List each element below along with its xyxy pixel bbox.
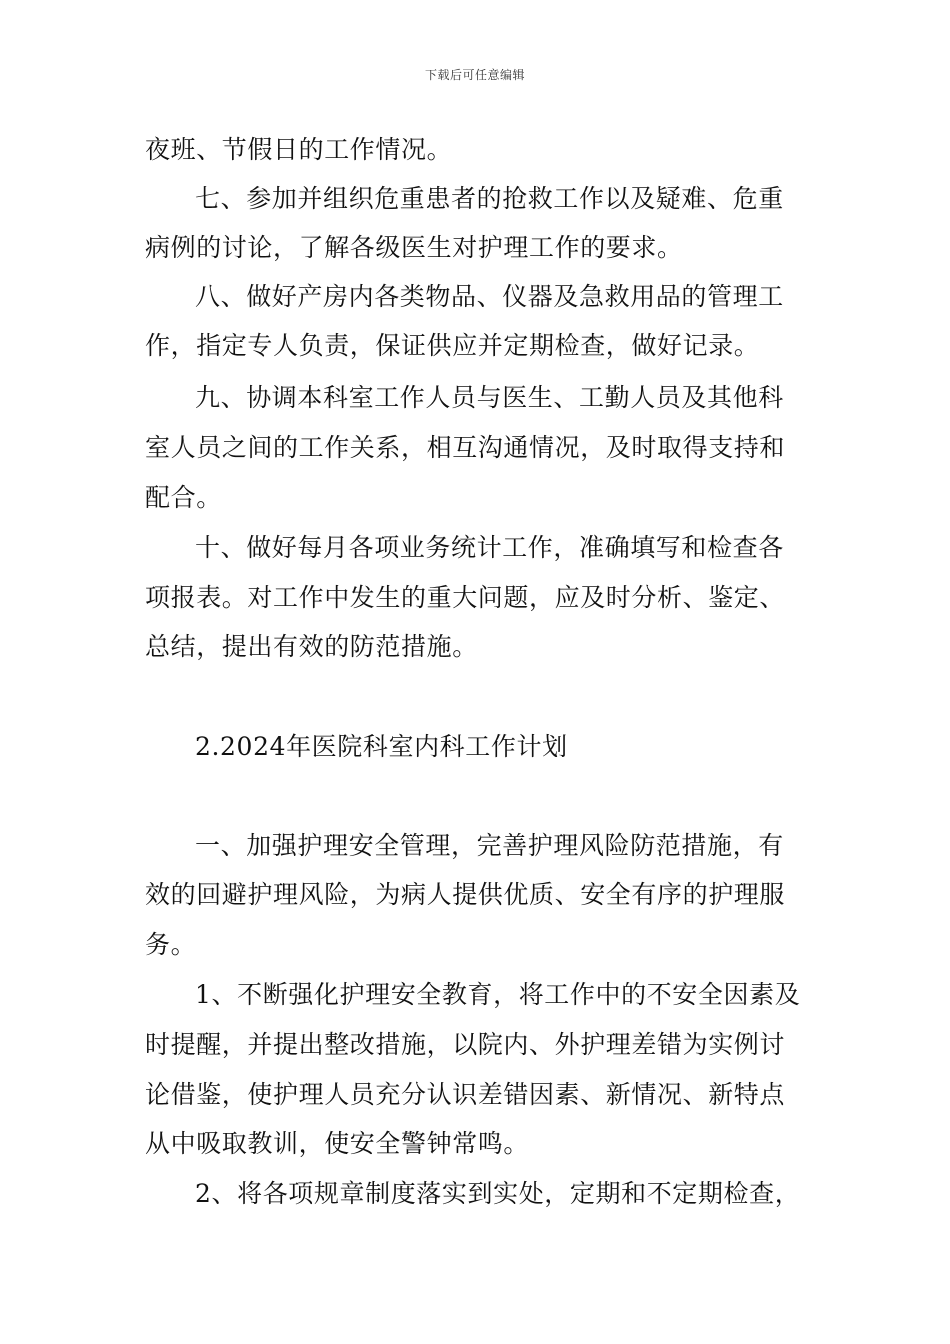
text-line: 从中吸取教训，使安全警钟常鸣。: [145, 1129, 530, 1158]
text-line: 2、将各项规章制度落实到实处，定期和不定期检查，: [195, 1179, 801, 1208]
text-line: 室人员之间的工作关系，相互沟通情况，及时取得支持和: [145, 433, 786, 462]
text-line: 九、协调本科室工作人员与医生、工勤人员及其他科: [195, 383, 784, 412]
text-line: 总结，提出有效的防范措施。: [145, 632, 478, 661]
section-heading: 2.2024年医院科室内科工作计划: [195, 732, 568, 761]
text-line: 作，指定专人负责，保证供应并定期检查，做好记录。: [145, 331, 760, 360]
text-line: 项报表。对工作中发生的重大问题，应及时分析、鉴定、: [145, 583, 786, 612]
text-line: 时提醒，并提出整改措施，以院内、外护理差错为实例讨: [145, 1030, 786, 1059]
text-line: 效的回避护理风险，为病人提供优质、安全有序的护理服: [145, 880, 786, 909]
text-line: 1、不断强化护理安全教育，将工作中的不安全因素及: [195, 980, 801, 1009]
text-line: 论借鉴，使护理人员充分认识差错因素、新情况、新特点: [145, 1080, 786, 1109]
text-line: 夜班、节假日的工作情况。: [145, 135, 453, 164]
text-line: 八、做好产房内各类物品、仪器及急救用品的管理工: [195, 282, 784, 311]
text-line: 十、做好每月各项业务统计工作，准确填写和检查各: [195, 533, 784, 562]
text-line: 病例的讨论，了解各级医生对护理工作的要求。: [145, 233, 683, 262]
text-line: 一、加强护理安全管理，完善护理风险防范措施，有: [195, 831, 784, 860]
text-line: 务。: [145, 930, 197, 959]
text-line: 七、参加并组织危重患者的抢救工作以及疑难、危重: [195, 184, 784, 213]
header-note: 下载后可任意编辑: [424, 68, 525, 82]
text-line: 配合。: [145, 483, 222, 512]
